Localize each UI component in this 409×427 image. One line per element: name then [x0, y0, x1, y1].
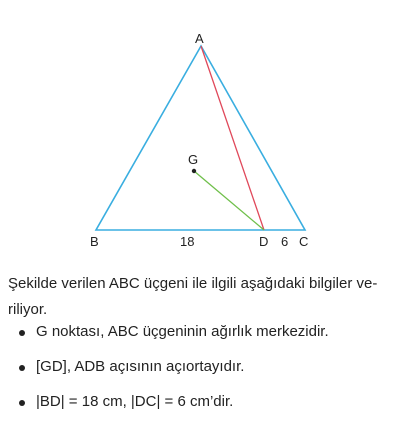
label-b: B	[90, 234, 99, 249]
intro-text: Şekilde verilen ABC üçgeni ile ilgili aşağıdaki bilgiler ve-riliyor.	[8, 275, 378, 318]
point-g-dot	[192, 169, 196, 173]
bullet-icon	[19, 330, 25, 336]
triangle-abc	[96, 46, 305, 230]
bullet-icon	[19, 365, 25, 371]
fact-item	[8, 322, 406, 357]
facts-list	[8, 322, 406, 427]
fact-text: [GD], ADB açısının açıortayıdır.	[36, 358, 245, 375]
fact-text: |BD| = 18 cm, |DC| = 6 cm’dir.	[36, 393, 234, 410]
fact-item	[8, 392, 406, 427]
fact-item	[8, 357, 406, 392]
label-bd-length: 18	[180, 234, 195, 249]
label-c: C	[299, 234, 309, 249]
label-g: G	[188, 152, 199, 167]
label-d: D	[259, 234, 269, 249]
bullet-icon	[19, 400, 25, 406]
label-a: A	[195, 31, 204, 46]
fact-text: G noktası, ABC üçgeninin ağırlık merkezidir.	[36, 323, 329, 340]
label-dc-length: 6	[281, 234, 289, 249]
segment-ad	[201, 46, 264, 230]
